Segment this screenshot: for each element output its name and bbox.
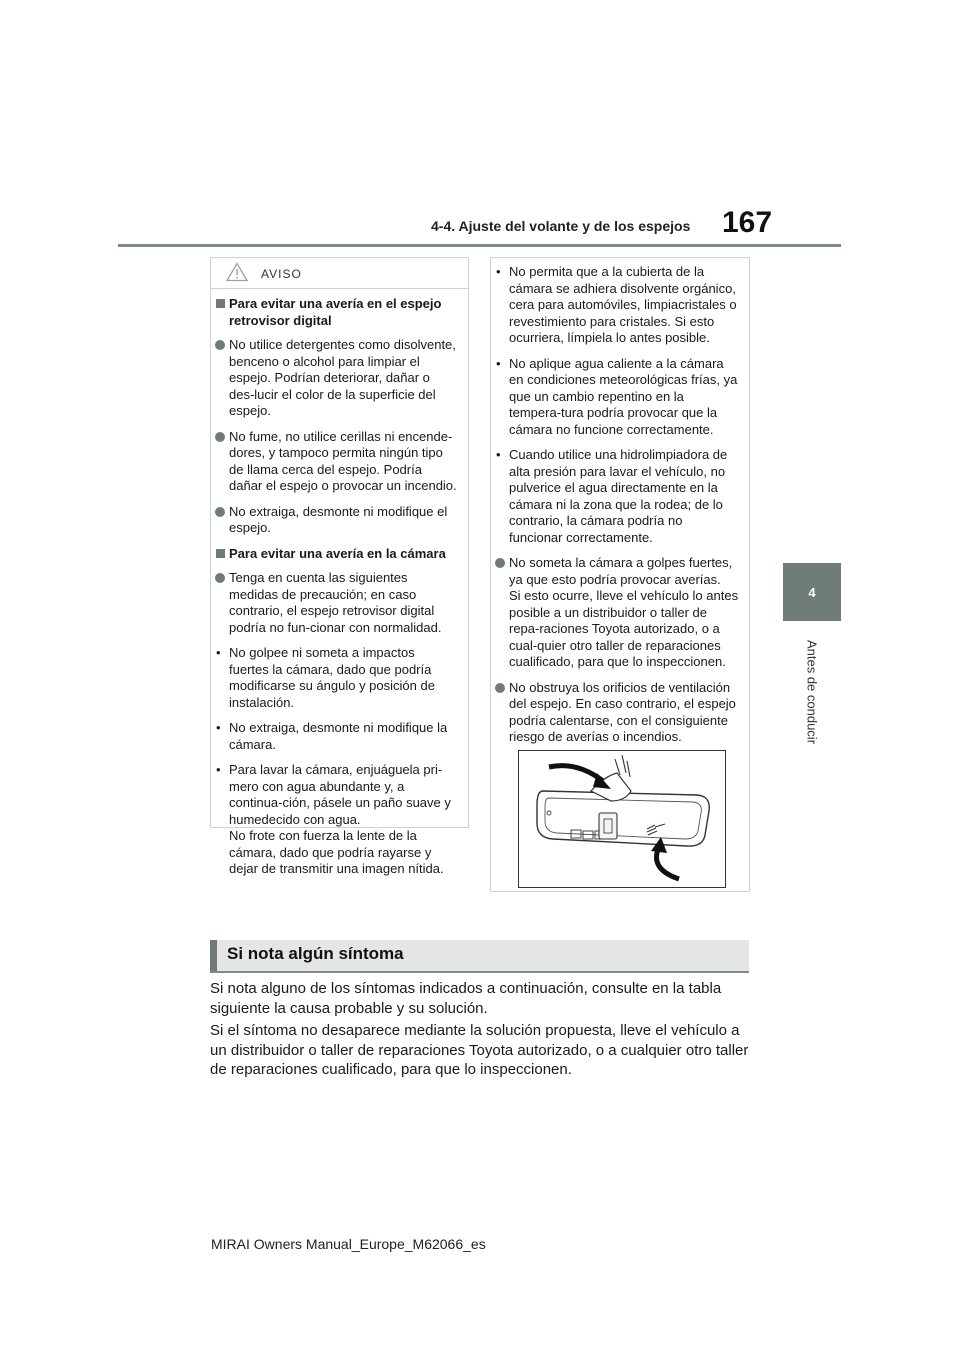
caution-header [211, 258, 468, 289]
caution-item-text: No golpee ni someta a impactos fuertes la cámara, dado que podría modificarse su ángulo y posición de instalación. [229, 645, 435, 710]
caution-item-text: No utilice detergentes como disolvente, benceno o alcohol para limpiar el espejo. Podrían deteriorar, dañar o des-lucir el color de la superficie del espejo. [229, 337, 456, 418]
caution-right-content [491, 264, 749, 755]
bullet-icon: • [496, 355, 501, 371]
caution-subitem [491, 264, 749, 347]
bullet-icon: • [496, 447, 501, 462]
caution-item [211, 504, 468, 537]
bullet-icon: • [216, 720, 221, 735]
body-paragraph-2: Si el síntoma no desaparece mediante la solución propuesta, lleve el vehículo a un distribuidor o taller de reparaciones Toyota autorizado, o a cualquier otro taller de reparaciones cualificado, para que lo inspeccionen. [210, 1022, 749, 1078]
caution-item [211, 429, 468, 495]
caution-left-content [211, 296, 468, 887]
caution-item-text: No aplique agua caliente a la cámara en condiciones meteorológicas frías, ya que un cambio repentino en la tempera-tura podría provocar que la cámara no funcione correctamente. [509, 355, 738, 437]
caution-item-text: No fume, no utilice cerillas ni encende-dores, y tampoco permita ningún tipo de llama cerca del espejo. Podría dañar el espejo o provocar un incendio. [229, 428, 457, 493]
caution-box-left [210, 257, 469, 876]
section-header: 4-4. Ajuste del volante y de los espejos [431, 218, 691, 234]
caution-subitem [491, 447, 749, 546]
caution-item-text: No extraiga, desmonte ni modifique el espejo. [229, 503, 448, 535]
caution-label: AVISO [261, 267, 302, 281]
dot-bullet-icon [495, 558, 505, 568]
dot-bullet-icon [215, 340, 225, 350]
caution-item-text: Para evitar una avería en la cámara [229, 545, 446, 561]
square-bullet-icon [216, 549, 225, 558]
section-accent [210, 940, 217, 971]
body-paragraph-1: Si nota alguno de los síntomas indicados a continuación, consulte en la tabla siguiente la causa probable y su solución. [210, 980, 722, 1017]
caution-subheading [211, 296, 468, 329]
caution-item-text: Cuando utilice una hidrolimpiadora de alta presión para lavar el vehículo, no pulverice el agua directamente en la cámara ni la zona que la rodea; de lo contrario, la cámara podría no funcionar correctamente. [509, 447, 728, 545]
caution-item [211, 570, 468, 636]
bullet-icon: • [216, 762, 221, 777]
section-title: Si nota algún síntoma [227, 944, 404, 963]
bullet-icon: • [216, 645, 221, 660]
caution-subheading [211, 546, 468, 563]
caution-item-text: Para evitar una avería en el espejo retrovisor digital [229, 296, 442, 328]
dot-bullet-icon [495, 683, 505, 693]
caution-item-text: Para lavar la cámara, enjuáguela pri-mero con agua abundante y, a continua-ción, pásele un paño suave y humedecido con agua. No frote con fuerza la lente de la cámara, dado que podría rayarse y dejar de transmitir una imagen nítida. [229, 762, 451, 876]
section-title-bar [210, 940, 749, 973]
dot-bullet-icon [215, 432, 225, 442]
chapter-tab-label: Antes de conducir [804, 639, 820, 745]
caution-item-text: No someta la cámara a golpes fuertes, ya que esto podría provocar averías. Si esto ocurre, lleve el vehículo lo antes posible a un distribuidor o taller de repa-raciones Toyota autorizado, o a cual-quier otro taller de reparaciones cualificado, para que lo inspeccionen. [509, 555, 739, 669]
page-number: 167 [722, 206, 773, 239]
caution-item-text: Tenga en cuenta las siguientes medidas de precaución; en caso contrario, el espejo retrovisor digital podría no fun-cionar con normalidad. [229, 570, 442, 635]
dot-bullet-icon [215, 507, 225, 517]
caution-box-right [490, 257, 750, 892]
warning-triangle-icon [226, 262, 248, 287]
caution-item [491, 555, 749, 671]
caution-subitem [211, 645, 468, 711]
square-bullet-icon [216, 299, 225, 308]
caution-item-text: No extraiga, desmonte ni modifique la cámara. [229, 720, 448, 752]
caution-item-text: No permita que a la cubierta de la cámara se adhiera disolvente orgánico, cera para automóviles, limpiacristales o revestimiento para cristales. Si esto ocurriera, límpiela lo antes posible. [509, 264, 737, 345]
caution-subitem [491, 356, 749, 439]
caution-subitem [211, 720, 468, 753]
chapter-tab: 4 [783, 563, 841, 621]
footer-doc-id: MIRAI Owners Manual_Europe_M62066_es [211, 1236, 486, 1252]
caution-item-text: No obstruya los orificios de ventilación del espejo. En caso contrario, el espejo podría calentarse, con el consiguiente riesgo de averías o incendios. [509, 679, 736, 744]
caution-item [211, 337, 468, 420]
header-rule [118, 244, 841, 247]
dot-bullet-icon [215, 573, 225, 583]
caution-item [491, 680, 749, 746]
bullet-icon: • [496, 264, 501, 279]
mirror-camera-illustration [518, 750, 726, 888]
caution-subitem [211, 762, 468, 878]
